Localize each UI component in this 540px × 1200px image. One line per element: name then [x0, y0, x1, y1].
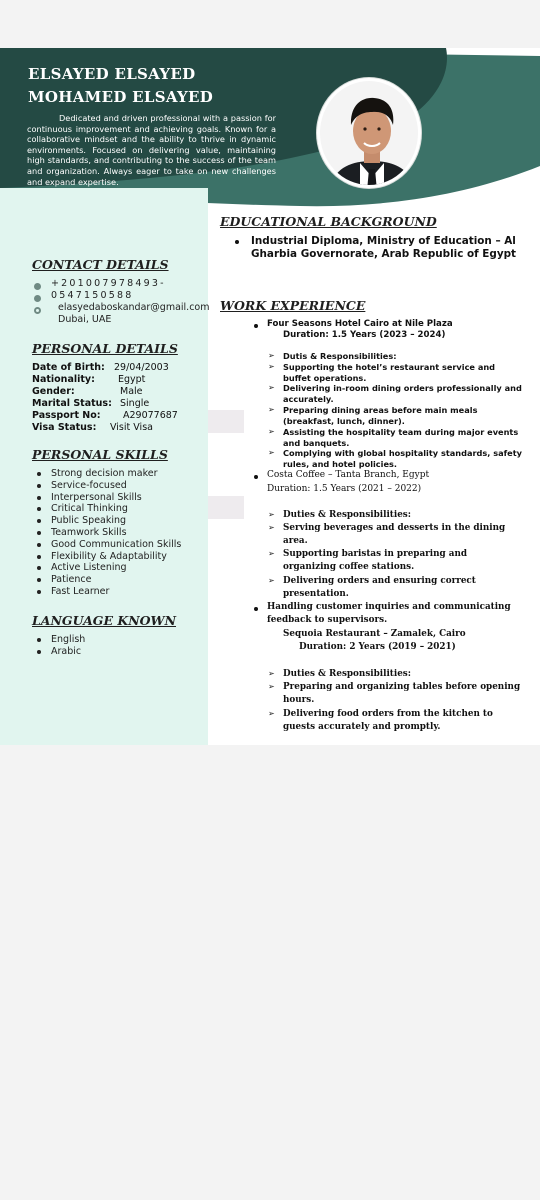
duty-text: Duties & Responsibilities: [283, 510, 411, 520]
list-item: Good Communication Skills [35, 539, 181, 551]
duty-text: Preparing dining areas before main meals (breakfast, lunch, dinner). [283, 405, 478, 426]
detail-value: A29077687 [123, 410, 178, 421]
duty-text: Delivering in-room dining orders professionally and accurately. [283, 383, 522, 404]
arrow-bullet-icon: ➢ [268, 405, 275, 414]
detail-label: Nationality: [32, 374, 95, 385]
phone-number-2: 0547150588 [51, 290, 134, 301]
detail-label: Visa Status: [32, 422, 97, 433]
duty-text: Assisting the hospitality team during major events and banquets. [283, 427, 519, 448]
education-heading: EDUCATIONAL BACKGROUND [220, 214, 437, 229]
list-item: Patience [35, 574, 181, 586]
duty-text: Delivering orders and ensuring correct presentation. [283, 576, 476, 599]
decorative-stripe [208, 496, 244, 519]
education-item [235, 235, 525, 261]
duty-text: Preparing and organizing tables before opening hours. [283, 682, 521, 705]
duty-text: Duties & Responsibilities: [283, 669, 411, 679]
name-line-1: ELSAYED ELSAYED [28, 65, 196, 83]
phone-icon [34, 295, 41, 302]
skills-heading: PERSONAL SKILLS [32, 447, 168, 462]
arrow-bullet-icon: ➢ [268, 549, 275, 558]
duty-text: Delivering food orders from the kitchen to guests accurately and promptly. [283, 709, 493, 732]
detail-label: Marital Status: [32, 398, 112, 409]
arrow-bullet-icon: ➢ [268, 362, 275, 371]
bullet [254, 607, 258, 611]
languages-heading: LANGUAGE KNOWN [32, 613, 177, 628]
duty-text: Complying with global hospitality standards, safety rules, and hotel policies. [283, 448, 522, 469]
contact-heading: CONTACT DETAILS [32, 257, 169, 272]
work-heading: WORK EXPERIENCE [220, 298, 366, 313]
job-title: Sequoia Restaurant – Zamalek, Cairo [283, 629, 466, 639]
list-item: Public Speaking [35, 515, 181, 527]
job-duration: Duration: 1.5 Years (2021 – 2022) [267, 484, 422, 494]
decorative-stripe [208, 410, 244, 433]
detail-row [32, 386, 143, 397]
bullet [254, 324, 258, 328]
job-duration: Duration: 1.5 Years (2023 – 2024) [283, 330, 446, 340]
resume-page [0, 48, 540, 745]
list-item: Service-focused [35, 480, 181, 492]
detail-row [32, 362, 169, 373]
list-item: Strong decision maker [35, 468, 181, 480]
arrow-bullet-icon: ➢ [268, 682, 275, 691]
arrow-bullet-icon: ➢ [268, 427, 275, 436]
arrow-bullet-icon: ➢ [268, 448, 275, 457]
location-icon [34, 307, 41, 314]
detail-value: Egypt [118, 374, 146, 385]
bullet [235, 240, 239, 244]
list-item: Active Listening [35, 562, 181, 574]
arrow-bullet-icon: ➢ [268, 709, 275, 718]
detail-value: Male [120, 386, 143, 397]
arrow-bullet-icon: ➢ [268, 523, 275, 532]
location-text: Dubai, UAE [58, 314, 112, 325]
detail-value: Single [120, 398, 150, 409]
arrow-bullet-icon: ➢ [268, 510, 275, 519]
detail-row [32, 410, 178, 421]
profile-photo [317, 78, 421, 188]
detail-row [32, 398, 150, 409]
phone-number: +201007978493- [51, 278, 166, 289]
detail-value: 29/04/2003 [114, 362, 169, 373]
duty-text: Serving beverages and desserts in the dining area. [283, 523, 506, 546]
job-title: Four Seasons Hotel Cairo at Nile Plaza [267, 319, 453, 329]
list-item: Fast Learner [35, 586, 181, 598]
skills-list [35, 468, 181, 598]
education-text: Industrial Diploma, Ministry of Education – Al Gharbia Governorate, Arab Republic of Egypt [251, 235, 516, 260]
detail-label: Gender: [32, 386, 75, 397]
detail-row [32, 374, 146, 385]
job-note: Handling customer inquiries and communicating feedback to supervisors. [267, 602, 511, 625]
job-title: Costa Coffee – Tanta Branch, Egypt [267, 470, 430, 480]
bullet [254, 475, 258, 479]
list-item: Interpersonal Skills [35, 492, 181, 504]
name-line-2: MOHAMED ELSAYED [28, 88, 214, 106]
email-address: elasyedaboskandar@gmail.com [58, 302, 210, 313]
duty-text: Duti﻿s & Responsibilities: [283, 351, 397, 361]
detail-value: Visit Visa [110, 422, 153, 433]
list-item: Critical Thinking [35, 503, 181, 515]
detail-row [32, 422, 153, 433]
personal-details-heading: PERSONAL DETAILS [32, 341, 178, 356]
whatsapp-icon [34, 283, 41, 290]
detail-label: Passport No: [32, 410, 101, 421]
profile-summary: Dedicated and driven professional with a passion for continuous improvement and achieving goals. Known for a collaborative mindset and the ability to thrive in dynamic environments. Focused on delivering value, maintaining high standards, and contributing to the success of the team and organization. Always eager to take on new challenges and expand expertise. [27, 113, 276, 187]
duty-text: Supporting the hotel’s restaurant service and buffet operations. [283, 362, 496, 383]
arrow-bullet-icon: ➢ [268, 351, 275, 360]
job-duration: Duration: 2 Years (2019 – 2021) [299, 642, 456, 652]
arrow-bullet-icon: ➢ [268, 576, 275, 585]
arrow-bullet-icon: ➢ [268, 669, 275, 678]
list-item: Flexibility & Adaptability [35, 551, 181, 563]
languages-list [35, 634, 85, 658]
duty-text: Supporting baristas in preparing and organizing coffee stations. [283, 549, 467, 572]
list-item: Teamwork Skills [35, 527, 181, 539]
arrow-bullet-icon: ➢ [268, 383, 275, 392]
list-item: English [35, 634, 85, 646]
list-item: Arabic [35, 646, 85, 658]
detail-label: Date of Birth: [32, 362, 105, 373]
